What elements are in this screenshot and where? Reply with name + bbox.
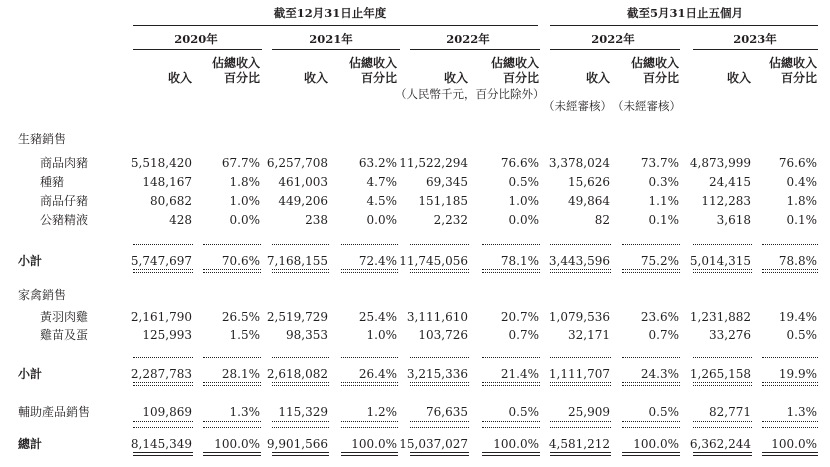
table-cell: 67.7% bbox=[221, 156, 260, 170]
year-rule bbox=[133, 49, 262, 50]
table-cell: 0.1% bbox=[648, 213, 679, 227]
total-double-underline bbox=[133, 452, 193, 456]
block-rule bbox=[550, 244, 611, 245]
table-cell: 1.0% bbox=[508, 194, 539, 208]
subtotal-underline bbox=[341, 269, 398, 270]
table-cell: 49,864 bbox=[568, 194, 610, 208]
total-double-underline bbox=[410, 452, 469, 456]
cell-underline bbox=[550, 421, 611, 422]
table-cell: 115,329 bbox=[278, 405, 328, 419]
column-header-pct-line2: 百分比 bbox=[223, 71, 260, 85]
subtotal-underline bbox=[133, 385, 193, 386]
table-cell: 112,283 bbox=[701, 194, 751, 208]
table-cell: 4,873,999 bbox=[689, 156, 751, 170]
table-cell: 125,993 bbox=[142, 328, 192, 342]
subtotal-underline bbox=[272, 385, 329, 386]
block-rule bbox=[272, 427, 329, 428]
subtotal-underline bbox=[550, 385, 611, 386]
subtotal-underline bbox=[272, 382, 329, 383]
table-cell: 24,415 bbox=[709, 175, 751, 189]
column-header-pct-line1: 佔總收入 bbox=[768, 56, 817, 70]
column-header-pct-line2: 百分比 bbox=[360, 71, 397, 85]
subtotal-underline bbox=[762, 385, 818, 386]
table-cell: 148,167 bbox=[142, 175, 192, 189]
subtotal-underline bbox=[693, 382, 752, 383]
table-cell: 461,003 bbox=[278, 175, 328, 189]
subtotal-underline bbox=[693, 385, 752, 386]
total-double-underline bbox=[203, 452, 261, 456]
block-rule bbox=[410, 427, 469, 428]
row-label: 商品肉豬 bbox=[40, 156, 89, 170]
table-cell: 1.3% bbox=[229, 405, 260, 419]
cell-underline bbox=[203, 421, 261, 422]
block-rule bbox=[133, 357, 193, 358]
table-cell: 0.1% bbox=[786, 213, 817, 227]
subtotal-underline bbox=[410, 382, 469, 383]
block-rule bbox=[341, 244, 398, 245]
table-cell: 25,909 bbox=[568, 405, 610, 419]
total-double-underline bbox=[482, 452, 540, 456]
table-cell: 4.7% bbox=[366, 175, 397, 189]
table-cell: 103,726 bbox=[418, 328, 468, 342]
subtotal-underline bbox=[410, 269, 469, 270]
year-rule bbox=[410, 49, 540, 50]
subtotal-underline bbox=[482, 272, 540, 273]
row-label: 黃羽肉雞 bbox=[40, 310, 89, 324]
cell-underline bbox=[410, 421, 469, 422]
column-header-revenue: 收入 bbox=[585, 71, 610, 85]
total-double-underline bbox=[693, 452, 752, 456]
column-header-revenue: 收入 bbox=[443, 71, 468, 85]
block-rule bbox=[693, 427, 752, 428]
block-rule bbox=[550, 357, 611, 358]
block-rule bbox=[203, 427, 261, 428]
table-cell: 24.3% bbox=[640, 367, 679, 381]
table-cell: 0.4% bbox=[786, 175, 817, 189]
table-cell: 3,378,024 bbox=[548, 156, 610, 170]
total-double-underline bbox=[341, 452, 398, 456]
subtotal-underline bbox=[482, 382, 540, 383]
year-header: 2022年 bbox=[446, 32, 490, 46]
table-cell: 76.6% bbox=[778, 156, 817, 170]
block-rule bbox=[482, 244, 540, 245]
table-cell: 78.1% bbox=[500, 254, 539, 268]
total-double-underline bbox=[622, 452, 680, 456]
subtotal-underline bbox=[133, 269, 193, 270]
table-cell: 11,522,294 bbox=[399, 156, 468, 170]
table-cell: 1.3% bbox=[786, 405, 817, 419]
table-cell: 0.7% bbox=[648, 328, 679, 342]
year-header: 2021年 bbox=[309, 32, 353, 46]
table-cell: 100.0% bbox=[214, 437, 260, 451]
year-rule bbox=[550, 49, 680, 50]
table-cell: 0.5% bbox=[648, 405, 679, 419]
table-cell: 21.4% bbox=[500, 367, 539, 381]
group-rule-interim bbox=[550, 25, 818, 26]
block-rule bbox=[622, 244, 680, 245]
table-cell: 76.6% bbox=[500, 156, 539, 170]
cell-underline bbox=[272, 421, 329, 422]
table-cell: 33,276 bbox=[709, 328, 751, 342]
column-header-revenue: 收入 bbox=[303, 71, 328, 85]
table-cell: 2,287,783 bbox=[130, 367, 192, 381]
block-rule bbox=[272, 244, 329, 245]
subtotal-underline bbox=[203, 269, 261, 270]
subtotal-underline bbox=[622, 269, 680, 270]
subtotal-underline bbox=[693, 272, 752, 273]
column-header-pct-line1: 佔總收入 bbox=[211, 56, 260, 70]
group-header-interim: 截至5月31日止五個月 bbox=[626, 6, 744, 20]
cell-underline bbox=[482, 421, 540, 422]
row-label: 總計 bbox=[18, 437, 43, 451]
subtotal-underline bbox=[341, 382, 398, 383]
unaudited-note: （未經審核） bbox=[543, 99, 612, 113]
table-cell: 28.1% bbox=[221, 367, 260, 381]
block-rule bbox=[410, 244, 469, 245]
group-header-annual: 截至12月31日止年度 bbox=[273, 6, 387, 20]
column-header-pct-line2: 百分比 bbox=[642, 71, 679, 85]
table-cell: 8,145,349 bbox=[130, 437, 192, 451]
cell-underline bbox=[341, 421, 398, 422]
table-cell: 3,111,610 bbox=[406, 310, 468, 324]
block-rule bbox=[133, 244, 193, 245]
table-cell: 0.0% bbox=[508, 213, 539, 227]
subtotal-underline bbox=[133, 382, 193, 383]
subtotal-underline bbox=[133, 272, 193, 273]
table-cell: 151,185 bbox=[418, 194, 468, 208]
column-header-revenue: 收入 bbox=[167, 71, 192, 85]
table-cell: 2,519,729 bbox=[266, 310, 328, 324]
table-cell: 5,518,420 bbox=[130, 156, 192, 170]
block-rule bbox=[203, 357, 261, 358]
table-cell: 1.5% bbox=[229, 328, 260, 342]
table-cell: 19.4% bbox=[778, 310, 817, 324]
subtotal-underline bbox=[410, 272, 469, 273]
table-cell: 82,771 bbox=[709, 405, 751, 419]
subtotal-underline bbox=[762, 272, 818, 273]
year-header: 2023年 bbox=[733, 32, 777, 46]
table-cell: 63.2% bbox=[358, 156, 397, 170]
table-cell: 100.0% bbox=[493, 437, 539, 451]
row-label: 小計 bbox=[18, 254, 43, 268]
table-cell: 75.2% bbox=[640, 254, 679, 268]
table-cell: 82 bbox=[594, 213, 610, 227]
table-cell: 238 bbox=[305, 213, 328, 227]
row-label: 公豬精液 bbox=[40, 213, 89, 227]
table-cell: 100.0% bbox=[771, 437, 817, 451]
table-cell: 11,745,056 bbox=[399, 254, 468, 268]
total-double-underline bbox=[272, 452, 329, 456]
column-header-pct-line1: 佔總收入 bbox=[348, 56, 397, 70]
table-cell: 78.8% bbox=[778, 254, 817, 268]
column-header-revenue: 收入 bbox=[726, 71, 751, 85]
block-rule bbox=[550, 427, 611, 428]
table-cell: 0.5% bbox=[508, 405, 539, 419]
column-header-pct-line1: 佔總收入 bbox=[490, 56, 539, 70]
subtotal-underline bbox=[693, 269, 752, 270]
table-cell: 26.4% bbox=[358, 367, 397, 381]
group-rule-annual bbox=[133, 25, 538, 26]
total-double-underline bbox=[762, 452, 818, 456]
table-cell: 428 bbox=[169, 213, 192, 227]
row-label: 雞苗及蛋 bbox=[40, 328, 89, 342]
total-double-underline bbox=[550, 452, 611, 456]
table-cell: 6,362,244 bbox=[689, 437, 751, 451]
block-rule bbox=[762, 427, 818, 428]
subtotal-underline bbox=[622, 272, 680, 273]
table-cell: 0.0% bbox=[229, 213, 260, 227]
subtotal-underline bbox=[482, 385, 540, 386]
table-cell: 5,747,697 bbox=[130, 254, 192, 268]
subtotal-underline bbox=[622, 382, 680, 383]
unit-note: （人民幣千元，百分比除外） bbox=[395, 87, 545, 101]
table-cell: 0.5% bbox=[786, 328, 817, 342]
table-cell: 69,345 bbox=[426, 175, 468, 189]
block-rule bbox=[482, 357, 540, 358]
block-rule bbox=[762, 357, 818, 358]
table-cell: 0.0% bbox=[366, 213, 397, 227]
table-cell: 1,079,536 bbox=[548, 310, 610, 324]
cell-underline bbox=[133, 421, 193, 422]
table-cell: 1.1% bbox=[648, 194, 679, 208]
table-cell: 15,037,027 bbox=[399, 437, 468, 451]
table-cell: 73.7% bbox=[640, 156, 679, 170]
subtotal-underline bbox=[550, 382, 611, 383]
table-cell: 100.0% bbox=[633, 437, 679, 451]
table-cell: 2,618,082 bbox=[266, 367, 328, 381]
table-cell: 76,635 bbox=[426, 405, 468, 419]
subtotal-underline bbox=[341, 272, 398, 273]
column-header-pct-line2: 百分比 bbox=[780, 71, 817, 85]
table-cell: 1.8% bbox=[229, 175, 260, 189]
table-cell: 0.7% bbox=[508, 328, 539, 342]
subtotal-underline bbox=[762, 269, 818, 270]
table-cell: 1,265,158 bbox=[689, 367, 751, 381]
year-header: 2022年 bbox=[591, 32, 635, 46]
table-cell: 109,869 bbox=[142, 405, 192, 419]
block-rule bbox=[203, 244, 261, 245]
subtotal-underline bbox=[203, 385, 261, 386]
block-rule bbox=[410, 357, 469, 358]
table-cell: 15,626 bbox=[568, 175, 610, 189]
subtotal-underline bbox=[482, 269, 540, 270]
table-cell: 100.0% bbox=[351, 437, 397, 451]
table-cell: 449,206 bbox=[278, 194, 328, 208]
table-cell: 32,171 bbox=[568, 328, 610, 342]
row-label: 輔助產品銷售 bbox=[18, 405, 91, 419]
table-cell: 5,014,315 bbox=[689, 254, 751, 268]
block-rule bbox=[133, 427, 193, 428]
cell-underline bbox=[693, 421, 752, 422]
row-label: 商品仔豬 bbox=[40, 194, 89, 208]
table-cell: 4.5% bbox=[366, 194, 397, 208]
table-cell: 1.2% bbox=[366, 405, 397, 419]
row-label: 種豬 bbox=[40, 175, 65, 189]
row-label: 小計 bbox=[18, 367, 43, 381]
table-cell: 4,581,212 bbox=[548, 437, 610, 451]
table-cell: 26.5% bbox=[221, 310, 260, 324]
column-header-pct-line2: 百分比 bbox=[502, 71, 539, 85]
subtotal-underline bbox=[550, 272, 611, 273]
table-cell: 23.6% bbox=[640, 310, 679, 324]
subtotal-underline bbox=[272, 269, 329, 270]
table-cell: 1.0% bbox=[366, 328, 397, 342]
year-rule bbox=[272, 49, 400, 50]
subtotal-underline bbox=[341, 385, 398, 386]
table-cell: 3,215,336 bbox=[406, 367, 468, 381]
block-rule bbox=[482, 427, 540, 428]
year-header: 2020年 bbox=[174, 32, 218, 46]
block-rule bbox=[622, 357, 680, 358]
table-cell: 0.5% bbox=[508, 175, 539, 189]
subtotal-underline bbox=[203, 382, 261, 383]
row-label: 家禽銷售 bbox=[18, 288, 67, 302]
subtotal-underline bbox=[410, 385, 469, 386]
table-cell: 2,161,790 bbox=[130, 310, 192, 324]
table-cell: 98,353 bbox=[286, 328, 328, 342]
table-cell: 1.8% bbox=[786, 194, 817, 208]
unaudited-note: （未經審核） bbox=[612, 99, 681, 113]
table-cell: 3,443,596 bbox=[548, 254, 610, 268]
block-rule bbox=[341, 357, 398, 358]
table-cell: 72.4% bbox=[358, 254, 397, 268]
table-cell: 1,231,882 bbox=[689, 310, 751, 324]
year-rule bbox=[693, 49, 818, 50]
table-cell: 1,111,707 bbox=[548, 367, 610, 381]
column-header-pct-line1: 佔總收入 bbox=[630, 56, 679, 70]
table-cell: 1.0% bbox=[229, 194, 260, 208]
table-cell: 2,232 bbox=[433, 213, 468, 227]
block-rule bbox=[622, 427, 680, 428]
table-cell: 70.6% bbox=[221, 254, 260, 268]
block-rule bbox=[693, 244, 752, 245]
block-rule bbox=[272, 357, 329, 358]
table-cell: 9,901,566 bbox=[266, 437, 328, 451]
block-rule bbox=[762, 244, 818, 245]
cell-underline bbox=[622, 421, 680, 422]
table-cell: 0.3% bbox=[648, 175, 679, 189]
table-cell: 6,257,708 bbox=[266, 156, 328, 170]
table-cell: 7,168,155 bbox=[266, 254, 328, 268]
subtotal-underline bbox=[203, 272, 261, 273]
row-label: 生豬銷售 bbox=[18, 132, 67, 146]
subtotal-underline bbox=[762, 382, 818, 383]
cell-underline bbox=[762, 421, 818, 422]
table-cell: 25.4% bbox=[358, 310, 397, 324]
subtotal-underline bbox=[622, 385, 680, 386]
subtotal-underline bbox=[272, 272, 329, 273]
subtotal-underline bbox=[550, 269, 611, 270]
block-rule bbox=[693, 357, 752, 358]
table-cell: 20.7% bbox=[500, 310, 539, 324]
block-rule bbox=[341, 427, 398, 428]
table-cell: 3,618 bbox=[716, 213, 751, 227]
table-cell: 19.9% bbox=[778, 367, 817, 381]
table-cell: 80,682 bbox=[150, 194, 192, 208]
